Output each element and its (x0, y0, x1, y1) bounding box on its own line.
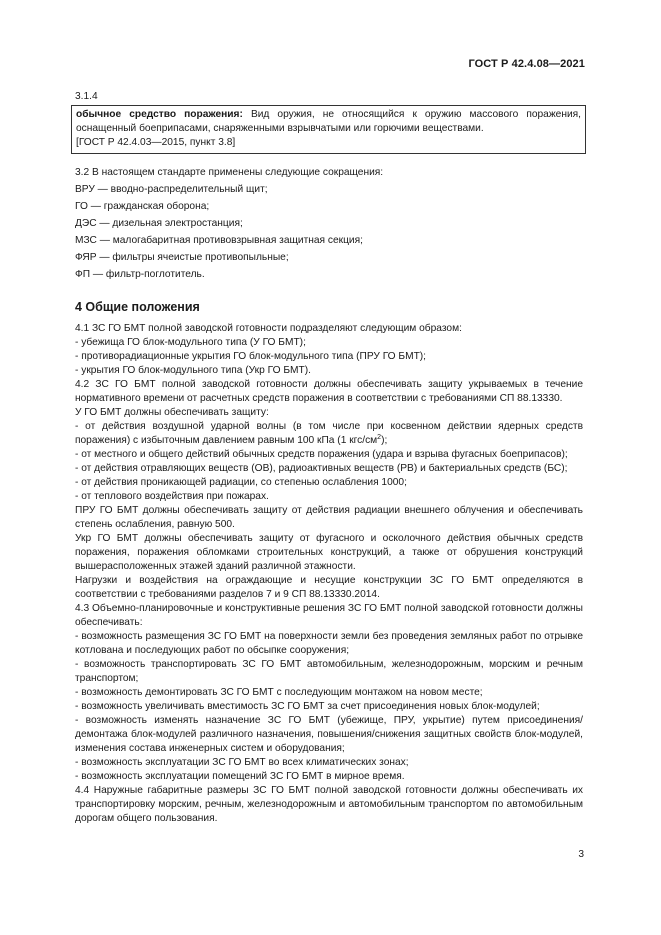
list-item: - от действия проникающей радиации, со степенью ослабления 1000; (75, 477, 407, 488)
list-item: - возможность размещения ЗС ГО БМТ на поверхности земли без проведения земляных работ по отрывке котлована и последующих работ по обсыпке сооружения; (75, 631, 583, 656)
abbreviation-item: МЗС — малогабаритная противовзрывная защитная секция; (75, 235, 363, 246)
paragraph-ukr: Укр ГО БМТ должны обеспечивать защиту от фугасного и осколочного действия обычных средств поражения, поражения обломками строительных конструкций, а также от обрушения конструкций вышерасположенных этажей зданий различной этажности. (75, 533, 583, 572)
list-item-text: - от действия воздушной ударной волны (в том числе при косвенном действии ядерных средств поражения) с избыточным давлением равным 100 кПа (1 кгс/см (75, 421, 583, 446)
list-item: - от местного и общего действий обычных средств поражения (удара и взрыва фугасных боеприпасов); (75, 449, 568, 460)
list-item: - возможность изменять назначение ЗС ГО БМТ (убежище, ПРУ, укрытие) путем присоединения/демонтажа блок-модулей различного назначения, повышения/снижения защитных свойств блок-модулей, изменения состава инженерных систем и оборудования; (75, 715, 583, 754)
abbreviation-item: ВРУ — вводно-распределительный щит; (75, 184, 268, 195)
abbreviation-item: ФЯР — фильтры ячеистые противопыльные; (75, 252, 289, 263)
definition-text (76, 108, 581, 136)
list-item: - убежища ГО блок-модульного типа (У ГО БМТ); (75, 337, 306, 348)
definition-number: 3.1.4 (75, 91, 98, 102)
list-item-text-end: ); (381, 435, 388, 446)
document-body (75, 90, 583, 826)
abbreviation-item: ФП — фильтр-поглотитель. (75, 269, 205, 280)
list-item: - от теплового воздействия при пожарах. (75, 491, 269, 502)
list-item: - возможность увеличивать вместимость ЗС ГО БМТ за счет присоединения новых блок-модулей; (75, 701, 540, 712)
paragraph-4-4: 4.4 Наружные габаритные размеры ЗС ГО БМТ полной заводской готовности должны обеспечивать их транспортировку морским, речным, железнодорожным и автомобильным транспортом по автомобильным дорогам общего пользования. (75, 785, 583, 824)
paragraph-loads: Нагрузки и воздействия на ограждающие и несущие конструкции ЗС ГО БМТ определяются в соответствии с требованиями разделов 7 и 9 СП 88.13330.2014. (75, 575, 583, 600)
list-item: - укрытия ГО блок-модульного типа (Укр ГО БМТ). (75, 365, 311, 376)
definition-box (71, 105, 586, 154)
abbreviations-list (75, 166, 583, 282)
list-item (75, 420, 583, 448)
abbreviation-item: ДЭС — дизельная электростанция; (75, 218, 243, 229)
definition-term: обычное средство поражения: (76, 109, 243, 120)
page-number: 3 (578, 849, 584, 860)
paragraph-4-3: 4.3 Объемно-планировочные и конструктивные решения ЗС ГО БМТ полной заводской готовности должны обеспечивать: (75, 603, 583, 628)
list-item: - возможность демонтировать ЗС ГО БМТ с последующим монтажом на новом месте; (75, 687, 483, 698)
superscript: 2 (377, 434, 382, 441)
list-item: - возможность эксплуатации ЗС ГО БМТ во всех климатических зонах; (75, 757, 409, 768)
paragraph-4-1: 4.1 ЗС ГО БМТ полной заводской готовности подразделяют следующим образом: (75, 323, 462, 334)
abbreviations-intro: 3.2 В настоящем стандарте применены следующие сокращения: (75, 167, 384, 178)
paragraph-4-2: 4.2 ЗС ГО БМТ полной заводской готовности должны обеспечивать защиту укрываемых в течение нормативного времени от расчетных средств поражения в соответствии с требованиями СП 88.13330. (75, 379, 583, 404)
list-item: - возможность транспортировать ЗС ГО БМТ автомобильным, железнодорожным, морским и речным транспортом; (75, 659, 583, 684)
list-item: - от действия отравляющих веществ (ОВ), радиоактивных веществ (РВ) и бактериальных средств (БС); (75, 463, 568, 474)
section-title: 4 Общие положения (75, 300, 200, 314)
paragraph-u-intro: У ГО БМТ должны обеспечивать защиту: (75, 407, 269, 418)
definition-body: Вид оружия, не относящийся к оружию массового поражения, оснащенный боеприпасами, снаряженными взрывчатыми или горючими веществами. (76, 109, 581, 134)
list-item: - возможность эксплуатации помещений ЗС ГО БМТ в мирное время. (75, 771, 405, 782)
paragraph-pru: ПРУ ГО БМТ должны обеспечивать защиту от действия радиации внешнего облучения и обеспечивать степень ослабления, равную 500. (75, 505, 583, 530)
list-item: - противорадиационные укрытия ГО блок-модульного типа (ПРУ ГО БМТ); (75, 351, 427, 362)
standard-header: ГОСТ Р 42.4.08—2021 (468, 58, 585, 70)
definition-source: [ГОСТ Р 42.4.03—2015, пункт 3.8] (76, 137, 236, 148)
abbreviation-item: ГО — гражданская оборона; (75, 201, 210, 212)
